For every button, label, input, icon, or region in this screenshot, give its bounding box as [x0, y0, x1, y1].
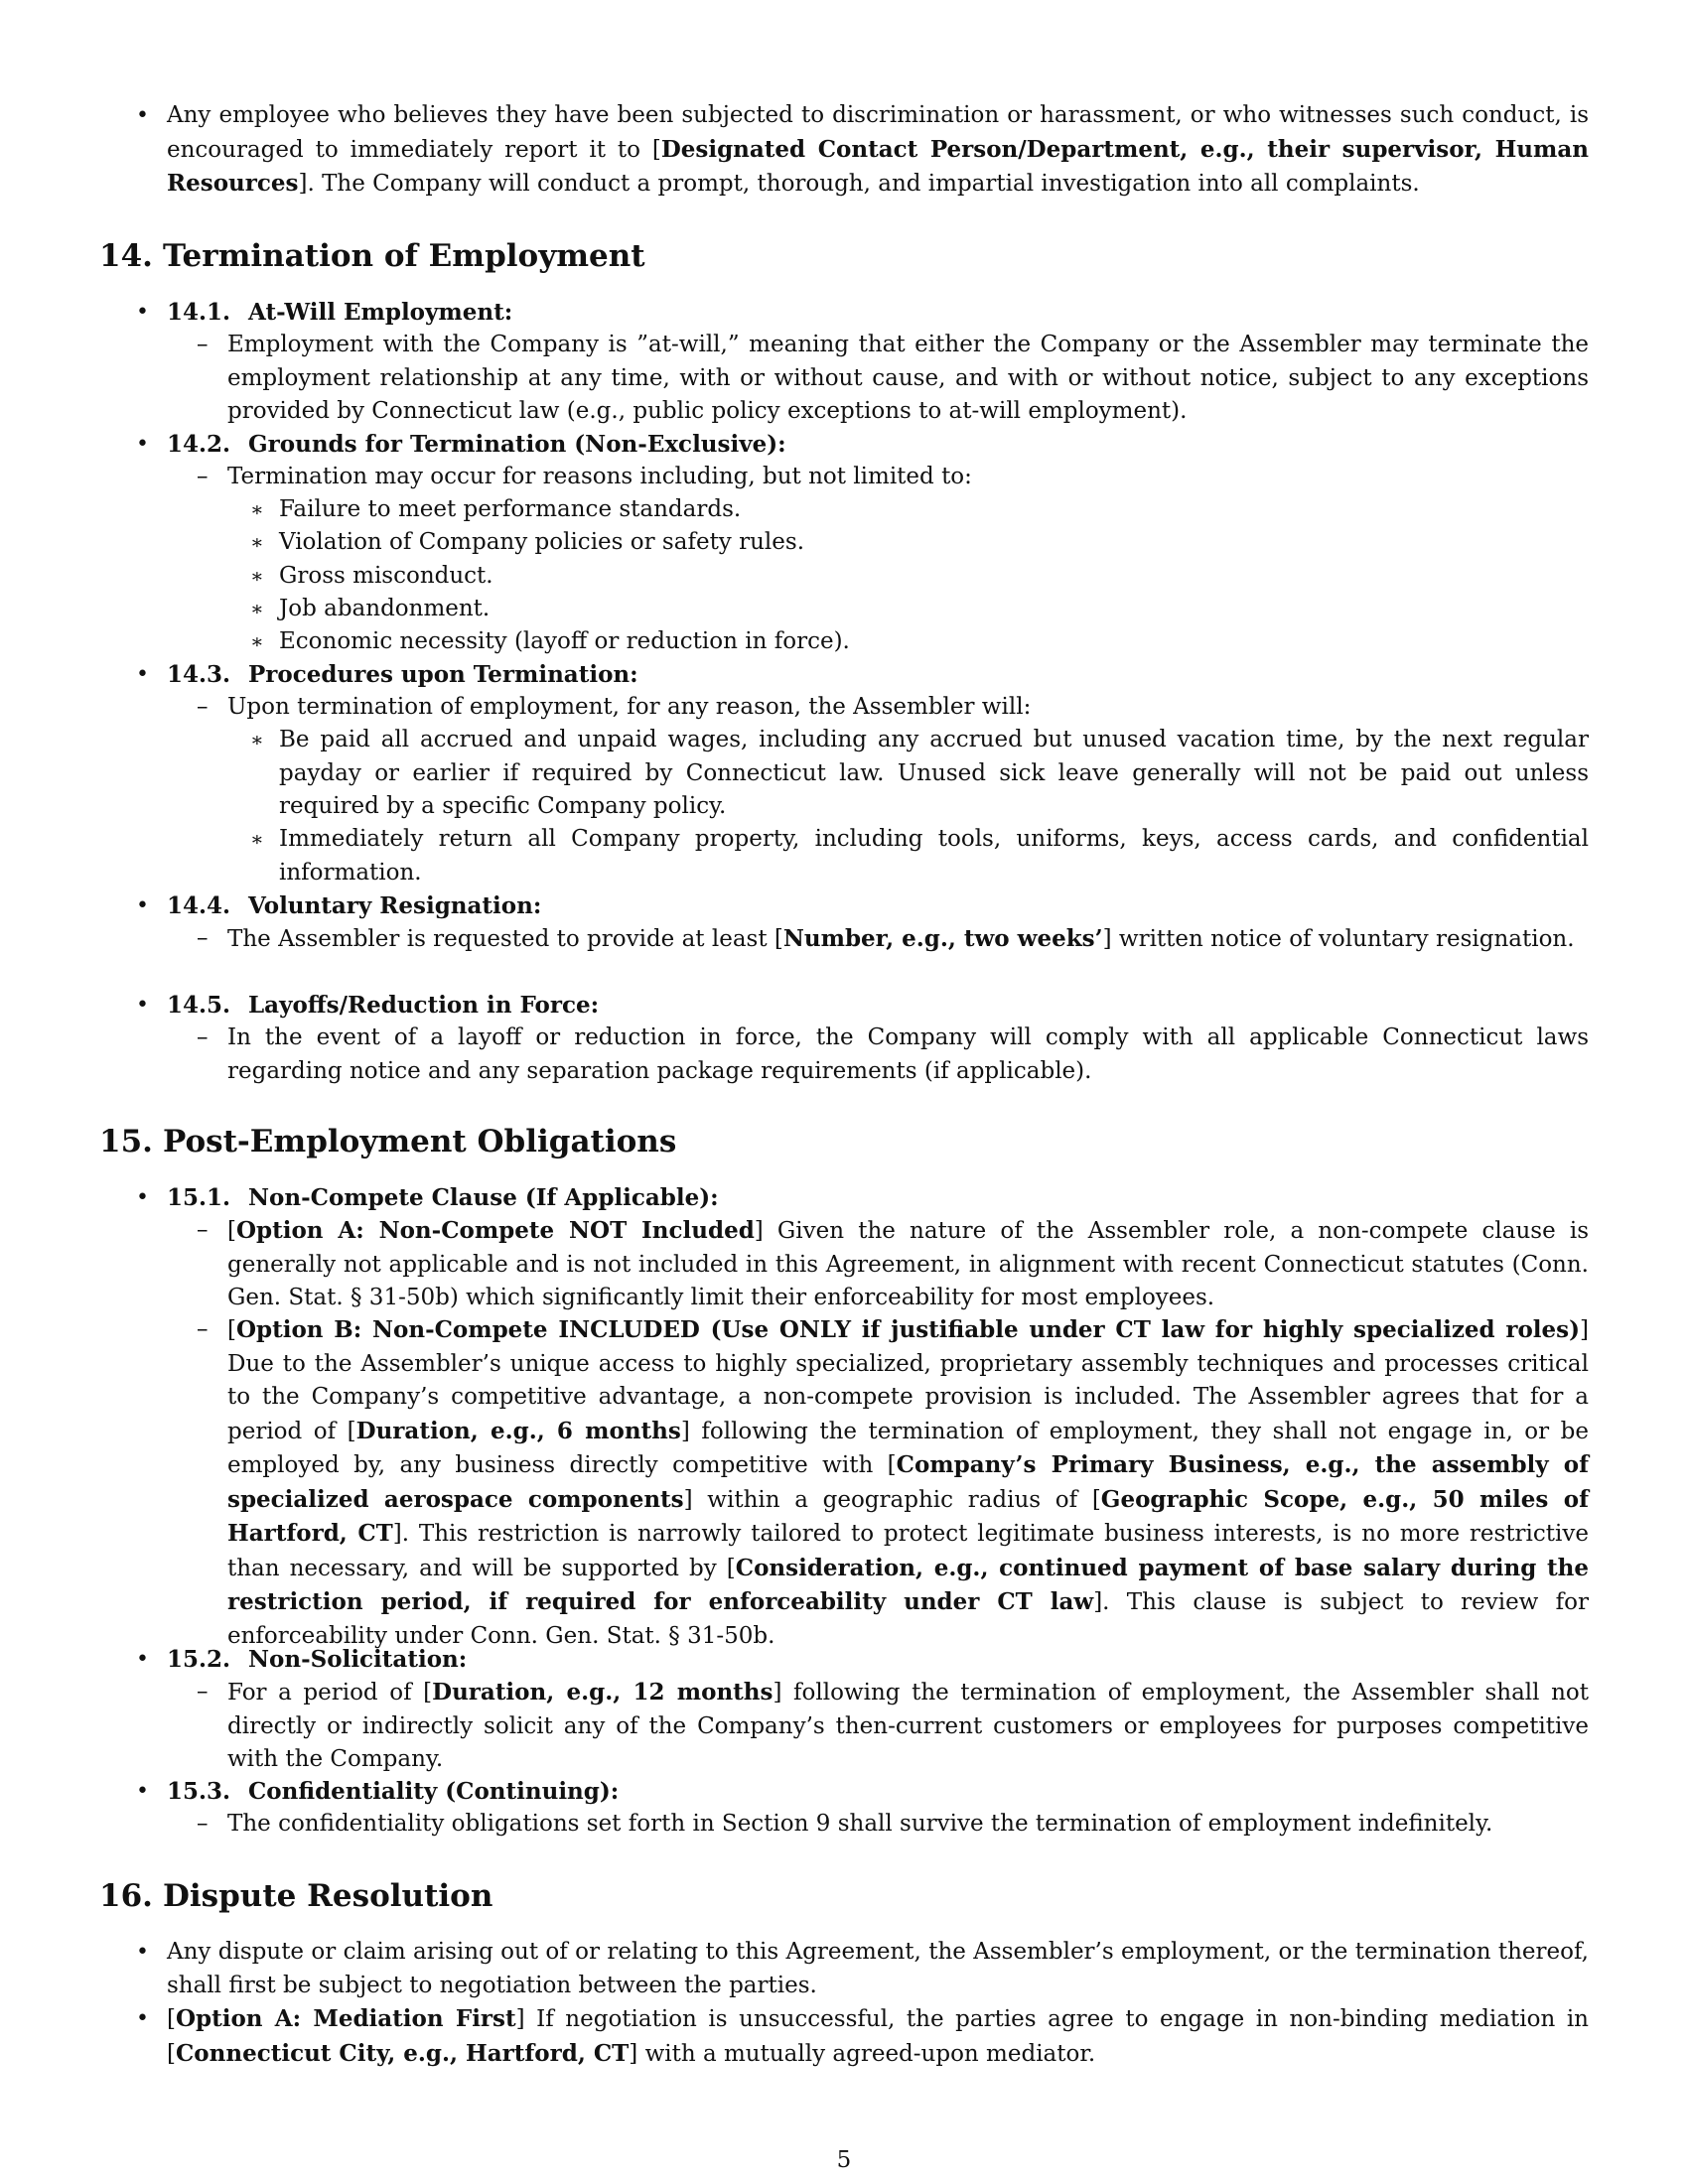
non-compete-option-b: [Option B: Non-Compete INCLUDED (Use ONLY if justifiable under CT law for highly specialized roles)] Due to the Assembler’s unique access to highly specialized, proprietary assembly techniques and processes critical to the Company’s competitive advantage, a non-compete provision is included. The Assembler agrees that for a period of [Duration, e.g., 6 months] following the termination of employment, they shall not engage in, or be employed by, any business directly competitive with [Company’s Primary Business, e.g., the assembly of specialized aerospace components] within a geographic radius of [Geographic Scope, e.g., 50 miles of Hartford, CT]. This restriction is narrowly tailored to protect legitimate business interests, is no more restrictive than necessary, and will be supported by [Consideration, e.g., continued payment of base salary during the restriction period, if required for enforceability under CT law]. This clause is subject to review for enforceability under Conn. Gen. Stat. § 31-50b. [227, 1316, 1589, 1649]
bullet-marker: • [136, 1647, 149, 1672]
star-marker: ∗ [250, 827, 264, 851]
report-conduct-paragraph: Any employee who believes they have been subjected to discrimination or harassment, or who witnesses such conduct, is encouraged to immediately report it to [Designated Contact Person/Department, e.g., their supervisor, Human Resources]. The Company will conduct a prompt, thorough, and impartial investigation into all complaints. [167, 102, 1589, 197]
star-marker: ∗ [250, 629, 264, 653]
dash-marker: – [197, 1811, 209, 1837]
dash-marker: – [197, 332, 209, 357]
star-marker: ∗ [250, 530, 264, 554]
confidentiality-paragraph: The confidentiality obligations set forth in Section 9 shall survive the termination of employment indefinitely. [227, 1811, 1493, 1837]
non-solicitation-paragraph: For a period of [Duration, e.g., 12 months] following the termination of employment, the Assembler shall not directly or indirectly solicit any of the Company’s then-current customers or employees for purposes competitive with the Company. [227, 1679, 1589, 1772]
dash-marker: – [197, 1024, 209, 1050]
section-heading-15: 15. Post-Employment Obligations [99, 1124, 677, 1160]
bullet-marker: • [136, 300, 149, 325]
final-wages-paragraph: Be paid all accrued and unpaid wages, including any accrued but unused vacation time, by the next regular payday or earlier if required by Connecticut law. Unused sick leave generally will not be paid out unless required by a specific Company policy. [279, 727, 1589, 819]
item-heading-15-2: 15.2. Non-Solicitation: [167, 1646, 468, 1673]
bullet-marker: • [136, 662, 149, 687]
star-marker: ∗ [250, 597, 264, 620]
return-property-paragraph: Immediately return all Company property, including tools, uniforms, keys, access cards, and confidential information. [279, 826, 1589, 886]
page-number: 5 [836, 2147, 852, 2173]
dash-marker: – [197, 464, 209, 489]
item-heading-15-1: 15.1. Non-Compete Clause (If Applicable): [167, 1184, 719, 1211]
bullet-marker: • [136, 993, 149, 1018]
section-heading-14: 14. Termination of Employment [99, 238, 645, 274]
resignation-notice-paragraph: The Assembler is requested to provide at least [Number, e.g., two weeks’] written notice of voluntary resignation. [227, 925, 1575, 952]
non-compete-option-a: [Option A: Non-Compete NOT Included] Given the nature of the Assembler role, a non-compete clause is generally not applicable and is not included in this Agreement, in alignment with recent Connecticut statutes (Conn. Gen. Stat. § 31-50b) which significantly limit their enforceability for most employees. [227, 1217, 1589, 1310]
ground-item: Gross misconduct. [279, 563, 493, 589]
item-heading-14-3: 14.3. Procedures upon Termination: [167, 661, 638, 688]
dash-marker: – [197, 1316, 209, 1342]
star-marker: ∗ [250, 564, 264, 588]
item-heading-15-3: 15.3. Confidentiality (Continuing): [167, 1778, 620, 1805]
section-heading-16: 16. Dispute Resolution [99, 1878, 493, 1914]
bullet-marker: • [136, 2006, 149, 2031]
ground-item: Failure to meet performance standards. [279, 496, 742, 522]
termination-procedures-intro: Upon termination of employment, for any reason, the Assembler will: [227, 694, 1032, 720]
star-marker: ∗ [250, 497, 264, 521]
ground-item: Job abandonment. [279, 596, 491, 621]
item-heading-14-2: 14.2. Grounds for Termination (Non-Exclusive): [167, 431, 786, 458]
bullet-marker: • [136, 103, 149, 128]
bullet-marker: • [136, 1779, 149, 1804]
item-heading-14-1: 14.1. At-Will Employment: [167, 299, 513, 326]
bullet-marker: • [136, 893, 149, 918]
ground-item: Economic necessity (layoff or reduction in force). [279, 628, 850, 654]
termination-reasons-intro: Termination may occur for reasons including, but not limited to: [227, 464, 972, 489]
dash-marker: – [197, 1679, 209, 1705]
dash-marker: – [197, 925, 209, 951]
mediation-paragraph: [Option A: Mediation First] If negotiation is unsuccessful, the parties agree to engage in non-binding mediation in [Connecticut City, e.g., Hartford, CT] with a mutually agreed-upon mediator. [167, 2005, 1589, 2067]
ground-item: Violation of Company policies or safety rules. [279, 529, 804, 555]
dash-marker: – [197, 694, 209, 720]
layoff-paragraph: In the event of a layoff or reduction in force, the Company will comply with all applicable Connecticut laws regarding notice and any separation package requirements (if applicable). [227, 1024, 1589, 1084]
bullet-marker: • [136, 1940, 149, 1965]
item-heading-14-5: 14.5. Layoffs/Reduction in Force: [167, 992, 600, 1019]
star-marker: ∗ [250, 728, 264, 751]
dash-marker: – [197, 1217, 209, 1243]
negotiation-paragraph: Any dispute or claim arising out of or relating to this Agreement, the Assembler’s employment, or the termination thereof, shall first be subject to negotiation between the parties. [167, 1939, 1589, 1998]
at-will-paragraph: Employment with the Company is ”at-will,” meaning that either the Company or the Assembler may terminate the employment relationship at any time, with or without cause, and with or without notice, subject to any exceptions provided by Connecticut law (e.g., public policy exceptions to at-will employment). [227, 332, 1589, 424]
item-heading-14-4: 14.4. Voluntary Resignation: [167, 892, 542, 919]
bullet-marker: • [136, 1185, 149, 1210]
bullet-marker: • [136, 432, 149, 457]
